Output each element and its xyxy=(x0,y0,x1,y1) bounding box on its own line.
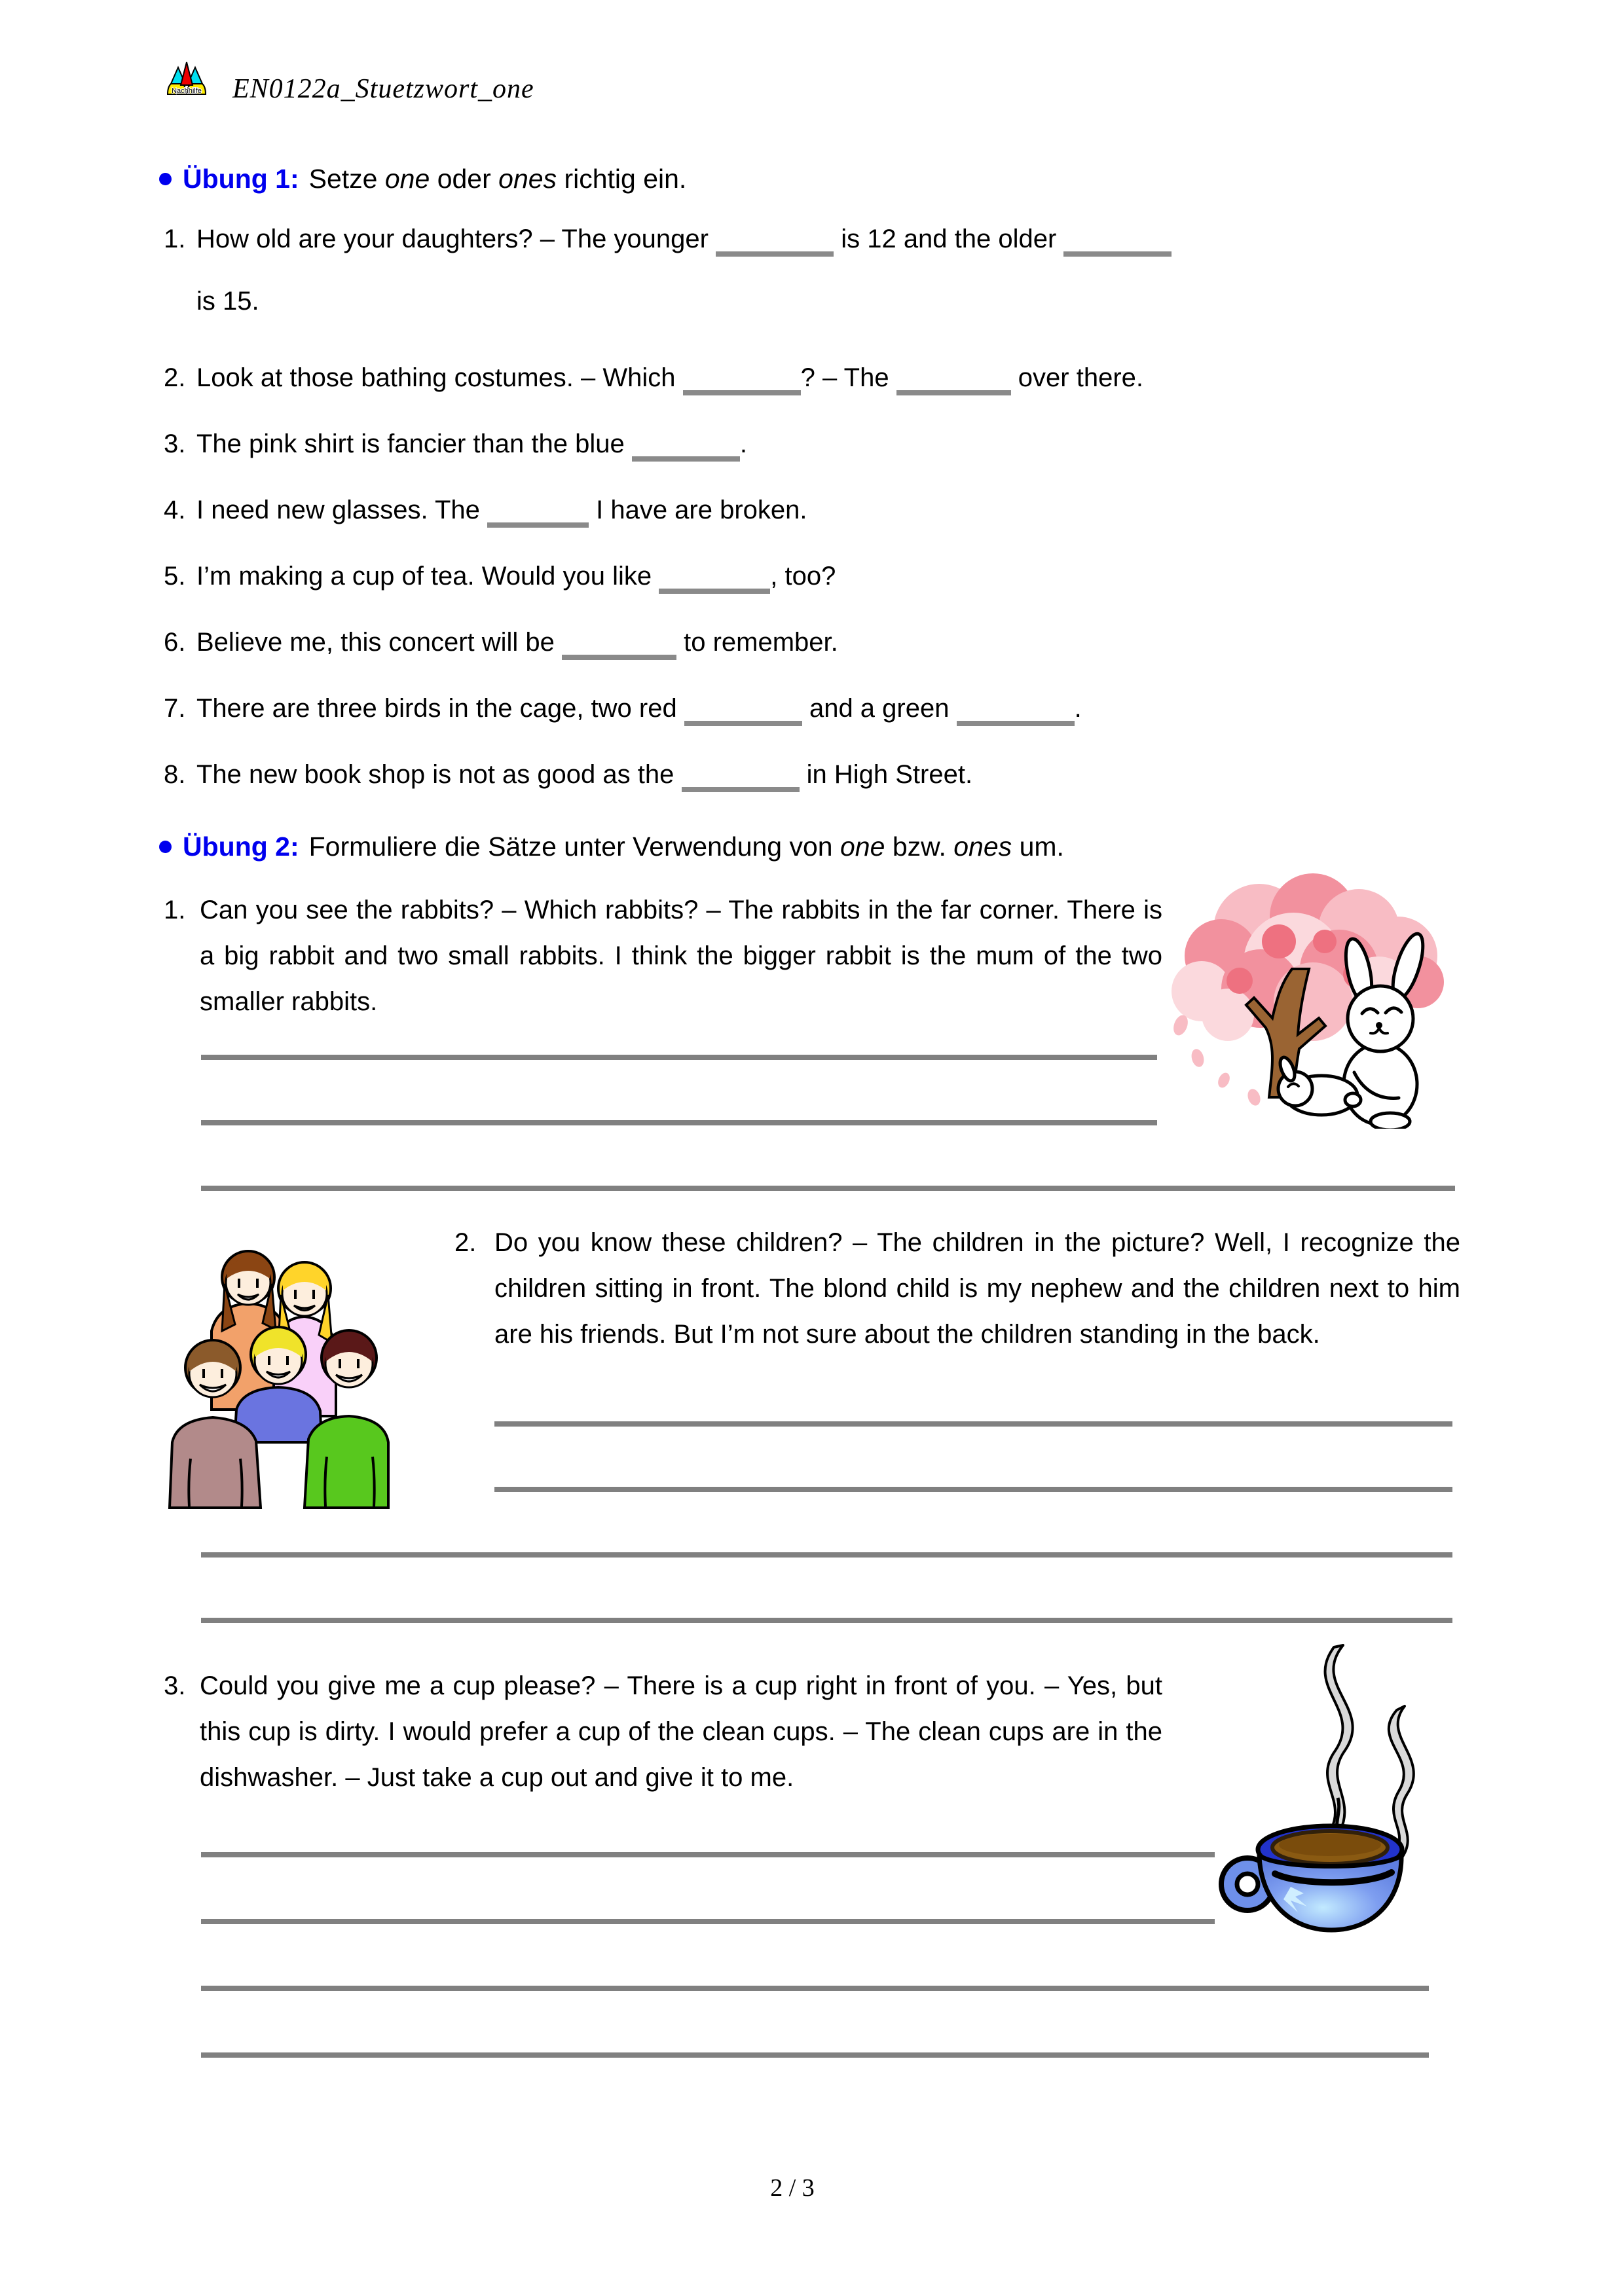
exercise1-item xyxy=(164,413,1467,475)
item-line: I’m making a cup of tea. Would you like , too? xyxy=(196,545,1467,608)
item-text xyxy=(196,208,1467,333)
exercise1-item xyxy=(164,479,1467,541)
exercise2-item-1 xyxy=(164,887,1162,1025)
item-text xyxy=(196,744,1467,806)
item-number: 8. xyxy=(164,760,186,789)
item-number: 2. xyxy=(164,363,186,392)
svg-text:Nachhilfe: Nachhilfe xyxy=(172,87,202,95)
item-number: 2. xyxy=(454,1228,477,1257)
italic-term: ones xyxy=(498,164,557,194)
item-text xyxy=(196,678,1467,740)
item-text: Could you give me a cup please? – There is a cup right in front of you. – Yes, but this cup is dirty. I would prefer a cup of the clean cups. – The clean cups are in the dishwasher. – Just take a cup out and give it to me. xyxy=(200,1671,1162,1792)
answer-lines-item3 xyxy=(164,1852,1473,2119)
fill-in-blank xyxy=(562,635,676,660)
fill-in-blank xyxy=(957,701,1075,726)
item-number: 4. xyxy=(164,496,186,524)
exercise1-heading xyxy=(159,164,686,194)
answer-line xyxy=(201,2052,1429,2058)
page-number: 2 / 3 xyxy=(770,2174,815,2202)
exercise2-label: Übung 2: xyxy=(183,831,299,862)
fill-in-blank xyxy=(659,569,770,594)
item-number: 5. xyxy=(164,562,186,591)
item-text xyxy=(196,479,1467,541)
item-line: Believe me, this concert will be to remember. xyxy=(196,611,1467,674)
item-number: 3. xyxy=(164,1671,186,1700)
item-number: 1. xyxy=(164,225,186,253)
item-number: 3. xyxy=(164,429,186,458)
bullet-icon xyxy=(159,841,172,853)
fill-in-blank xyxy=(684,701,802,726)
exercise2-item-2 xyxy=(454,1220,1460,1357)
exercise1-instruction: Setze one oder ones richtig ein. xyxy=(308,164,687,194)
exercise2-instruction: Formuliere die Sätze unter Verwendung von one bzw. ones um. xyxy=(308,831,1064,862)
italic-term: ones xyxy=(953,831,1012,862)
item-number: 6. xyxy=(164,628,186,657)
fill-in-blank xyxy=(896,371,1011,395)
exercise1-item xyxy=(164,347,1467,409)
item-line: The new book shop is not as good as the in High Street. xyxy=(196,744,1467,806)
fill-in-blank xyxy=(682,767,800,792)
exercise1-item xyxy=(164,545,1467,608)
item-line: How old are your daughters? – The younger is 12 and the older xyxy=(196,208,1467,270)
fill-in-blank xyxy=(1063,232,1172,257)
exercise1-item-list xyxy=(164,208,1467,810)
answer-line xyxy=(201,1186,1455,1191)
fill-in-blank xyxy=(487,503,589,528)
exercise1-label: Übung 1: xyxy=(183,164,299,194)
answer-line xyxy=(201,1552,1452,1558)
answer-line xyxy=(494,1487,1452,1492)
item-line: Look at those bathing costumes. – Which ? – The over there. xyxy=(196,347,1467,409)
item-text: Do you know these children? – The children in the picture? Well, I recognize the children sitting in front. The blond child is my nephew and the children next to him are his friends. But I’m not sure about the children standing in the back. xyxy=(494,1228,1460,1349)
bullet-icon xyxy=(159,173,172,185)
answer-line xyxy=(201,1055,1157,1060)
item-text xyxy=(196,347,1467,409)
item-number: 1. xyxy=(164,896,186,924)
item-text xyxy=(196,545,1467,608)
item-line: The pink shirt is fancier than the blue . xyxy=(196,413,1467,475)
item-line: There are three birds in the cage, two red and a green . xyxy=(196,678,1467,740)
answer-line xyxy=(201,1852,1215,1857)
exercise1-item xyxy=(164,208,1467,333)
item-line: I need new glasses. The I have are broken. xyxy=(196,479,1467,541)
item-line: is 15. xyxy=(196,287,259,316)
fill-in-blank xyxy=(632,437,740,462)
item-text xyxy=(196,611,1467,674)
nachhilfe-logo-icon xyxy=(166,60,208,107)
item-number: 7. xyxy=(164,694,186,723)
item-text xyxy=(196,413,1467,475)
answer-line xyxy=(494,1421,1452,1427)
exercise1-item xyxy=(164,611,1467,674)
item-text: Can you see the rabbits? – Which rabbits? – The rabbits in the far corner. There is a big rabbit and two small rabbits. I think the bigger rabbit is the mum of the two smaller rabbits. xyxy=(200,896,1162,1016)
exercise1-item xyxy=(164,678,1467,740)
answer-line xyxy=(201,1120,1157,1125)
exercise1-item xyxy=(164,744,1467,806)
answer-line xyxy=(201,1986,1429,1991)
fill-in-blank xyxy=(683,371,801,395)
exercise2-heading xyxy=(159,831,1064,862)
document-title: EN0122a_Stuetzwort_one xyxy=(232,74,534,104)
italic-term: one xyxy=(840,831,885,862)
italic-term: one xyxy=(384,164,430,194)
answer-line xyxy=(201,1919,1215,1924)
header xyxy=(166,60,534,107)
fill-in-blank xyxy=(716,232,834,257)
exercise2-item-3 xyxy=(164,1663,1162,1800)
